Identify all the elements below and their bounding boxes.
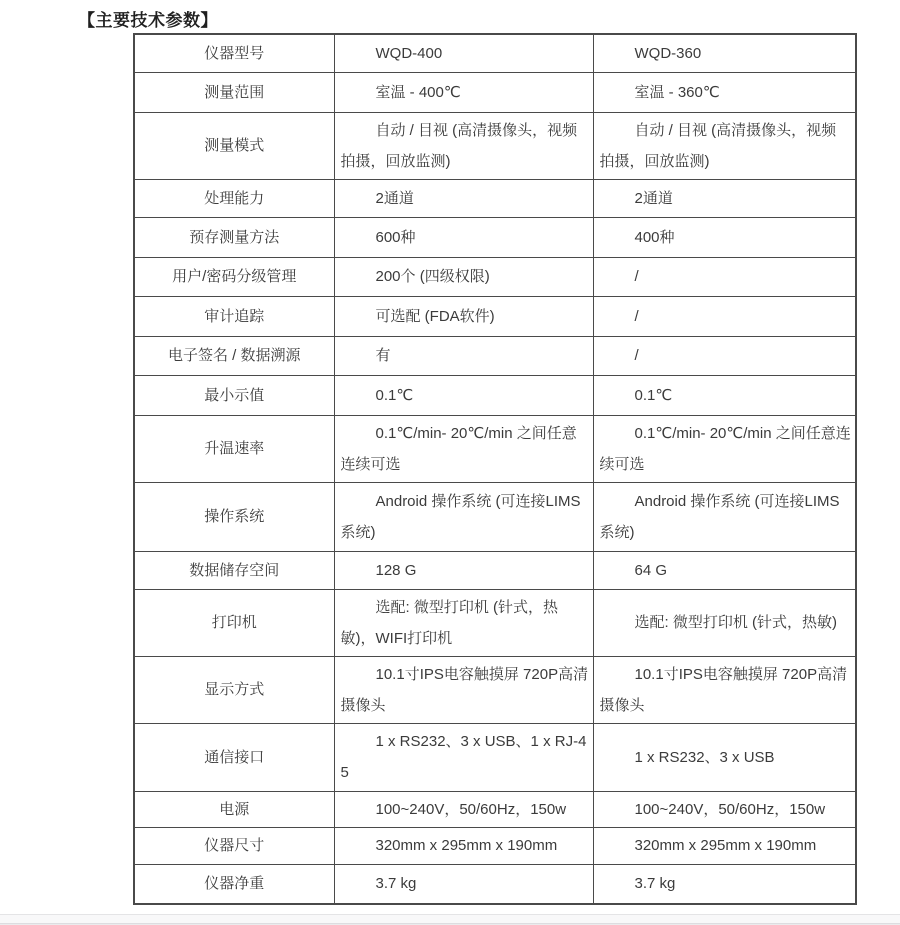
spec-value-wqd400: 有 xyxy=(334,336,593,375)
table-row xyxy=(134,72,856,112)
spec-value-wqd360: 选配: 微型打印机 (针式，热敏) xyxy=(593,589,856,656)
spec-value-wqd400: 320mm x 295mm x 190mm xyxy=(334,827,593,864)
spec-value-wqd360: 10.1寸IPS电容触摸屏 720P高清摄像头 xyxy=(593,656,856,723)
spec-label: 仪器净重 xyxy=(134,864,334,904)
spec-value-wqd360: 3.7 kg xyxy=(593,864,856,904)
spec-value-wqd360: / xyxy=(593,336,856,375)
table-row xyxy=(134,827,856,864)
spec-label: 显示方式 xyxy=(134,656,334,723)
table-row xyxy=(134,482,856,551)
table-row xyxy=(134,34,856,72)
table-row xyxy=(134,375,856,415)
spec-label: 通信接口 xyxy=(134,723,334,791)
table-row xyxy=(134,415,856,482)
page-footer xyxy=(0,914,900,925)
spec-value-wqd400: 10.1寸IPS电容触摸屏 720P高清摄像头 xyxy=(334,656,593,723)
table-row xyxy=(134,112,856,179)
table-row xyxy=(134,791,856,827)
spec-value-wqd400: 0.1℃ xyxy=(334,375,593,415)
spec-value-wqd360: 2通道 xyxy=(593,179,856,217)
spec-value-wqd360: Android 操作系统 (可连接LIMS系统) xyxy=(593,482,856,551)
spec-value-wqd360: / xyxy=(593,296,856,336)
spec-label: 仪器型号 xyxy=(134,34,334,72)
spec-label: 处理能力 xyxy=(134,179,334,217)
spec-value-wqd360: 320mm x 295mm x 190mm xyxy=(593,827,856,864)
spec-value-wqd360: 自动 / 目视 (高清摄像头，视频拍摄，回放监测) xyxy=(593,112,856,179)
table-row xyxy=(134,179,856,217)
spec-value-wqd360: 0.1℃/min- 20℃/min 之间任意连续可选 xyxy=(593,415,856,482)
spec-value-wqd360: 0.1℃ xyxy=(593,375,856,415)
spec-value-wqd360: 1 x RS232、3 x USB xyxy=(593,723,856,791)
spec-value-wqd400: Android 操作系统 (可连接LIMS系统) xyxy=(334,482,593,551)
spec-value-wqd400: 选配: 微型打印机 (针式，热敏)，WIFI打印机 xyxy=(334,589,593,656)
table-row xyxy=(134,336,856,375)
spec-value-wqd400: 128 G xyxy=(334,551,593,589)
spec-value-wqd400: 100~240V，50/60Hz，150w xyxy=(334,791,593,827)
spec-value-wqd400: 可选配 (FDA软件) xyxy=(334,296,593,336)
spec-value-wqd400: 1 x RS232、3 x USB、1 x RJ-45 xyxy=(334,723,593,791)
table-row xyxy=(134,864,856,904)
spec-value-wqd400: 自动 / 目视 (高清摄像头，视频拍摄，回放监测) xyxy=(334,112,593,179)
spec-value-wqd360: / xyxy=(593,257,856,296)
spec-table xyxy=(133,33,857,905)
spec-label: 审计追踪 xyxy=(134,296,334,336)
spec-label: 用户/密码分级管理 xyxy=(134,257,334,296)
spec-label: 数据储存空间 xyxy=(134,551,334,589)
table-row xyxy=(134,296,856,336)
table-row xyxy=(134,723,856,791)
table-row xyxy=(134,589,856,656)
spec-value-wqd400: 3.7 kg xyxy=(334,864,593,904)
spec-value-wqd400: 室温 - 400℃ xyxy=(334,72,593,112)
spec-label: 最小示值 xyxy=(134,375,334,415)
table-row xyxy=(134,217,856,257)
spec-value-wqd400: 200个 (四级权限) xyxy=(334,257,593,296)
footer-divider-bar xyxy=(0,914,900,923)
spec-label: 升温速率 xyxy=(134,415,334,482)
spec-value-wqd360: WQD-360 xyxy=(593,34,856,72)
spec-value-wqd360: 室温 - 360℃ xyxy=(593,72,856,112)
table-row xyxy=(134,656,856,723)
spec-value-wqd360: 100~240V，50/60Hz，150w xyxy=(593,791,856,827)
spec-value-wqd360: 400种 xyxy=(593,217,856,257)
spec-value-wqd400: WQD-400 xyxy=(334,34,593,72)
page-title: 【主要技术参数】 xyxy=(78,11,218,30)
spec-label: 预存测量方法 xyxy=(134,217,334,257)
spec-label: 电子签名 / 数据溯源 xyxy=(134,336,334,375)
spec-value-wqd400: 2通道 xyxy=(334,179,593,217)
spec-label: 测量模式 xyxy=(134,112,334,179)
spec-label: 打印机 xyxy=(134,589,334,656)
spec-label: 仪器尺寸 xyxy=(134,827,334,864)
spec-label: 操作系统 xyxy=(134,482,334,551)
table-row xyxy=(134,257,856,296)
spec-value-wqd400: 600种 xyxy=(334,217,593,257)
table-row xyxy=(134,551,856,589)
spec-label: 测量范围 xyxy=(134,72,334,112)
spec-label: 电源 xyxy=(134,791,334,827)
spec-value-wqd360: 64 G xyxy=(593,551,856,589)
spec-value-wqd400: 0.1℃/min- 20℃/min 之间任意连续可选 xyxy=(334,415,593,482)
